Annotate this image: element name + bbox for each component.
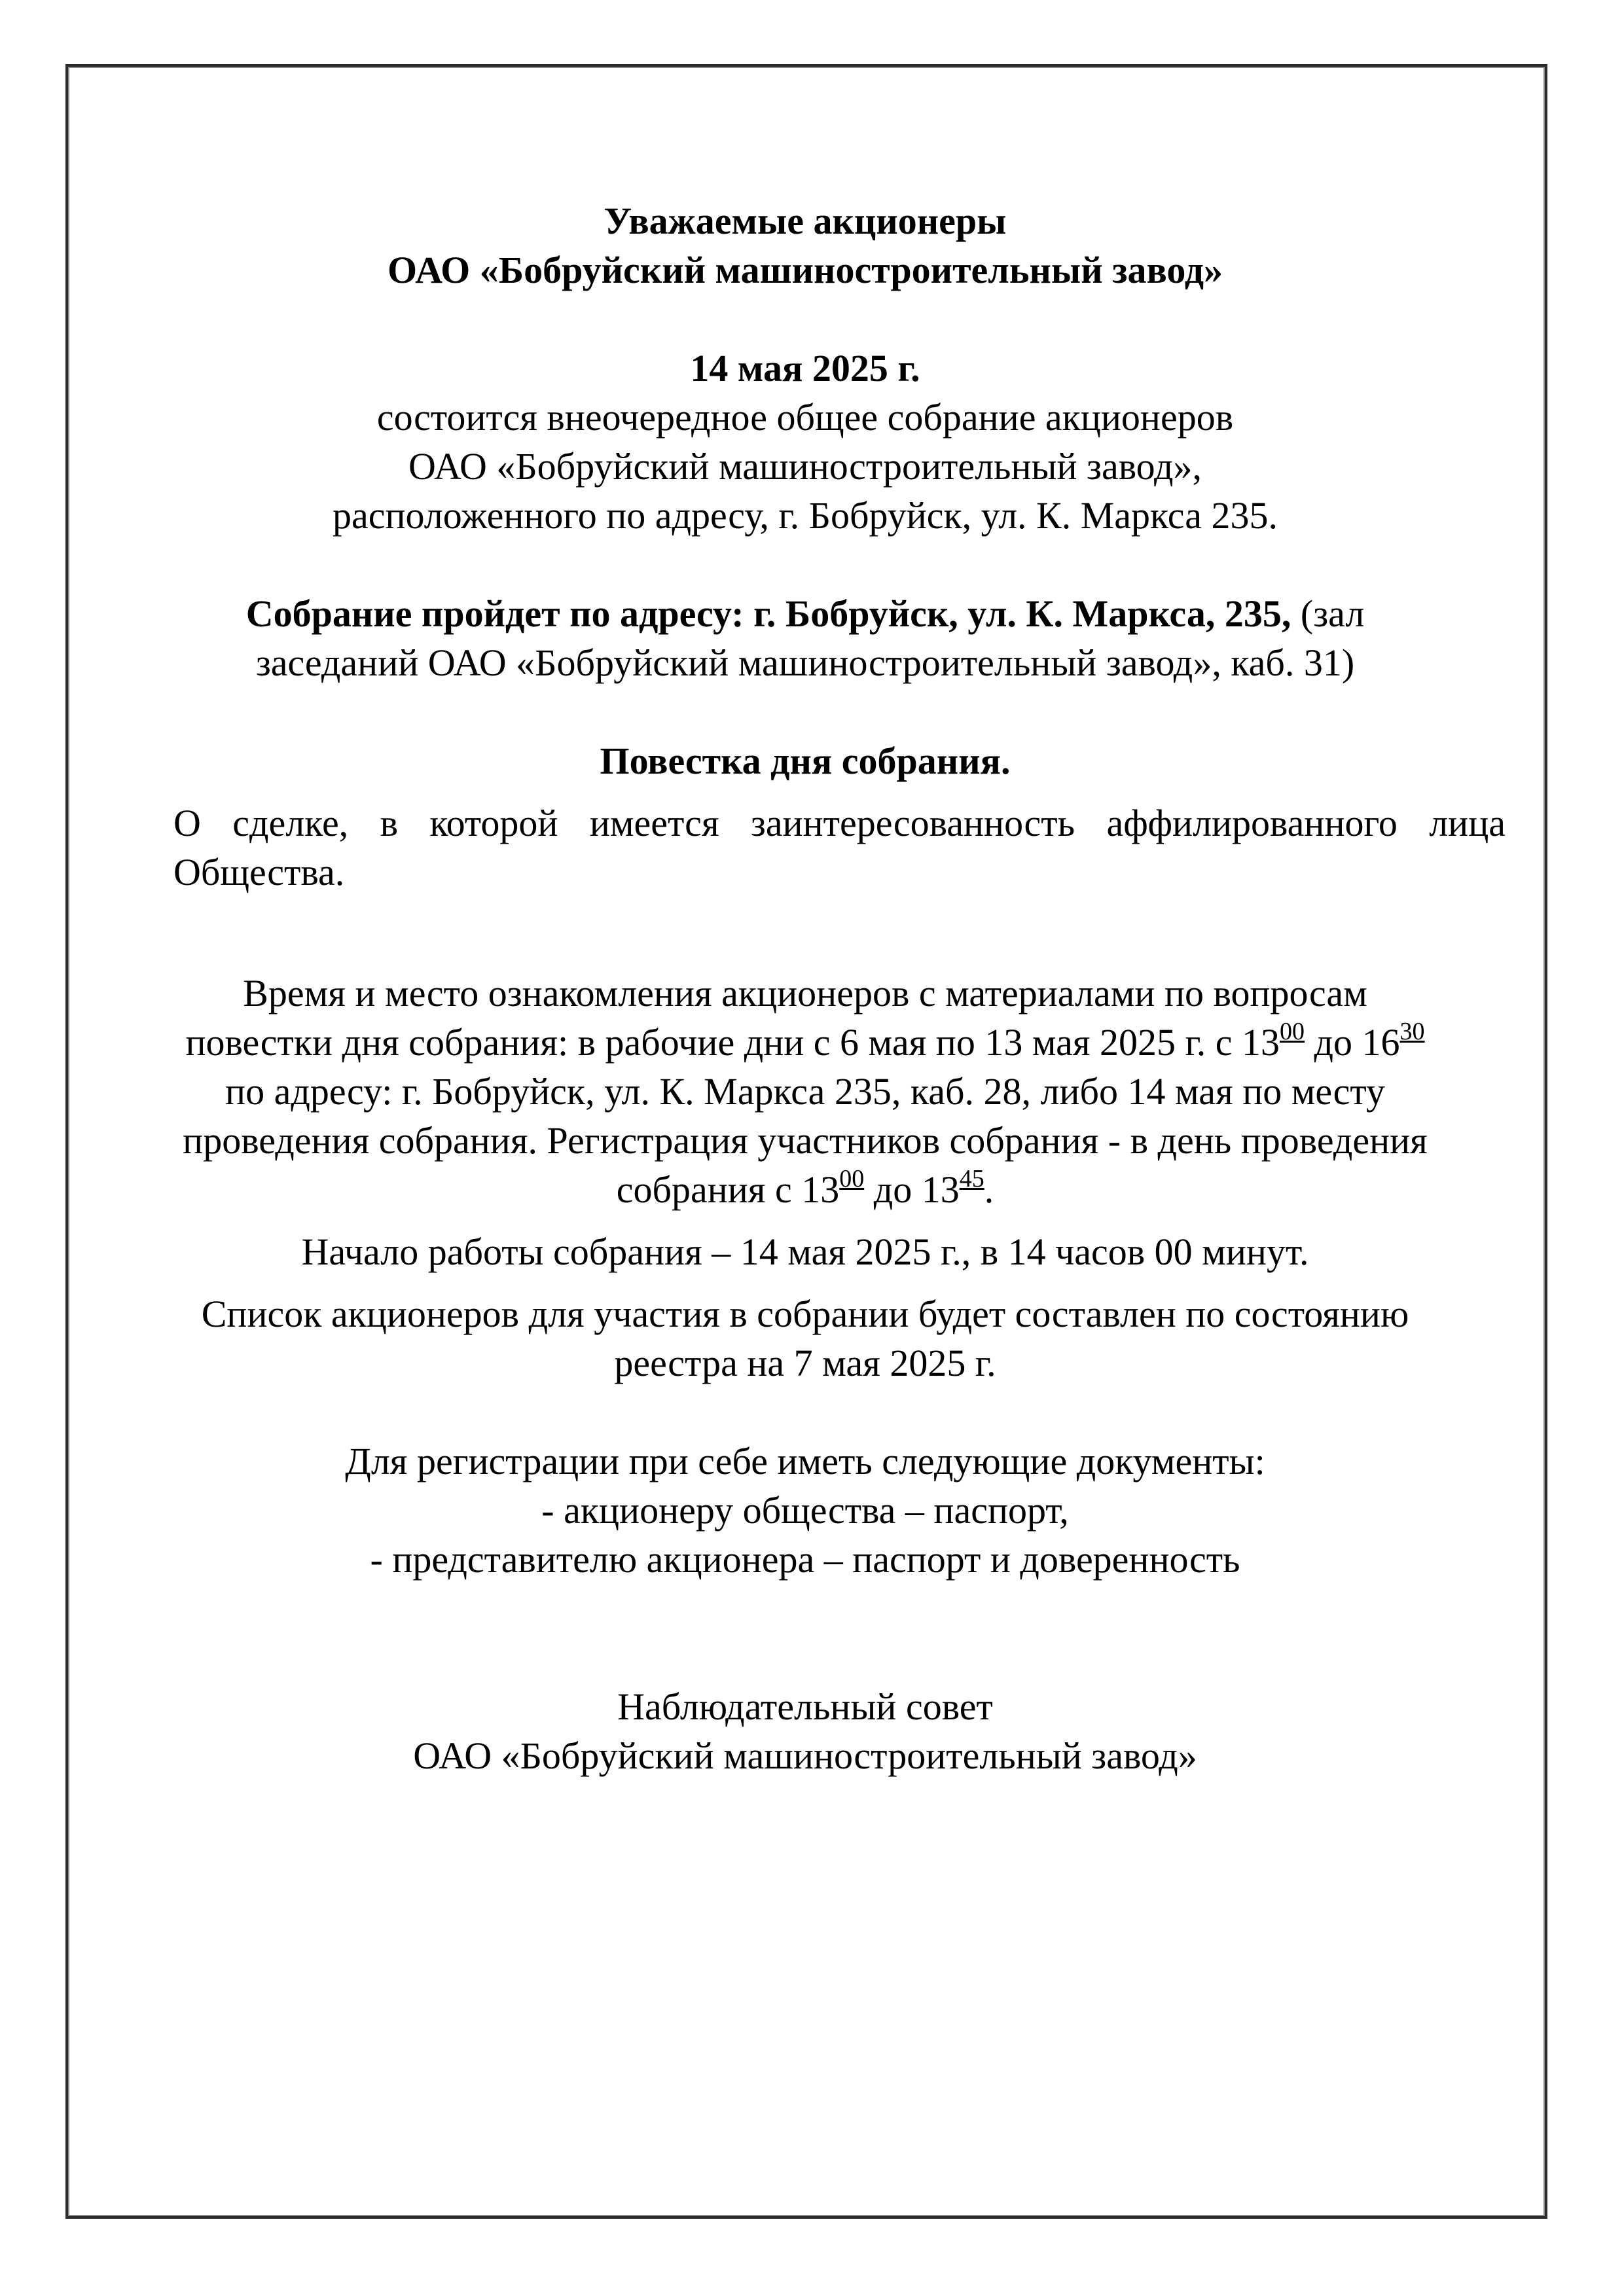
materials-line-5-end: . xyxy=(984,1168,994,1211)
venue-room-start: (зал xyxy=(1291,592,1365,635)
venue-address: Собрание пройдет по адресу: г. Бобруйск, ул. К. Маркса, 235, xyxy=(245,592,1291,635)
materials-line-2-text: повестки дня собрания: в рабочие дни с 6 мая по 13 мая 2025 г. с 13 xyxy=(185,1021,1280,1064)
time-minutes-sup: 45 xyxy=(959,1165,984,1193)
materials-info xyxy=(92,969,1519,1214)
start-time: Начало работы собрания – 14 мая 2025 г., в 14 часов 00 минут. xyxy=(301,1230,1309,1273)
venue-line-1 xyxy=(92,589,1519,638)
announcement-line-3: расположенного по адресу, г. Бобруйск, ул. К. Маркса 235. xyxy=(333,494,1278,537)
venue xyxy=(92,589,1519,687)
announcement-line-2: ОАО «Бобруйский машиностроительный завод», xyxy=(408,445,1202,488)
documents-item-1: - акционеру общества – паспорт, xyxy=(541,1489,1069,1532)
materials-line-5-to: до 13 xyxy=(864,1168,960,1211)
venue-line-2: заседаний ОАО «Бобруйский машиностроительный завод», каб. 31) xyxy=(255,641,1355,684)
notice-header xyxy=(92,196,1519,295)
announcement-line-1: состоится внеочередное общее собрание акционеров xyxy=(376,396,1234,439)
registry-line-1: Список акционеров для участия в собрании будет составлен по состоянию xyxy=(201,1293,1409,1335)
materials-line-5 xyxy=(92,1165,1519,1214)
time-minutes-sup: 30 xyxy=(1399,1018,1425,1045)
registry-line-2: реестра на 7 мая 2025 г. xyxy=(614,1342,996,1384)
documents-title: Для регистрации при себе иметь следующие документы: xyxy=(345,1440,1265,1482)
agenda-item-text: О сделке, в которой имеется заинтересованность аффилированного лица Общества. xyxy=(173,802,1506,893)
company-name: ОАО «Бобруйский машиностроительный завод» xyxy=(387,249,1223,291)
greeting: Уважаемые акционеры xyxy=(604,200,1007,242)
signature xyxy=(92,1682,1519,1780)
announcement xyxy=(92,344,1519,540)
time-minutes-sup: 00 xyxy=(839,1165,865,1193)
documents-item-2: - представителю акционера – паспорт и доверенность xyxy=(370,1538,1240,1581)
required-documents xyxy=(92,1437,1519,1584)
time-minutes-sup: 00 xyxy=(1280,1018,1305,1045)
materials-line-2-to: до 16 xyxy=(1305,1021,1400,1064)
agenda-title: Повестка дня собрания. xyxy=(600,740,1011,782)
signature-line-2: ОАО «Бобруйский машиностроительный завод» xyxy=(413,1734,1197,1777)
registry-info xyxy=(92,1289,1519,1388)
materials-line-1: Время и место ознакомления акционеров с материалами по вопросам xyxy=(243,972,1367,1014)
materials-line-3: по адресу: г. Бобруйск, ул. К. Маркса 235, каб. 28, либо 14 мая по месту xyxy=(225,1070,1385,1113)
notice-body xyxy=(92,196,1519,1780)
meeting-date: 14 мая 2025 г. xyxy=(690,347,920,389)
materials-line-2 xyxy=(92,1018,1519,1067)
signature-line-1: Наблюдательный совет xyxy=(617,1685,993,1728)
materials-line-4: проведения собрания. Регистрация участников собрания - в день проведения xyxy=(183,1119,1428,1162)
materials-line-5-text: собрания с 13 xyxy=(616,1168,840,1211)
agenda-item xyxy=(173,798,1506,897)
